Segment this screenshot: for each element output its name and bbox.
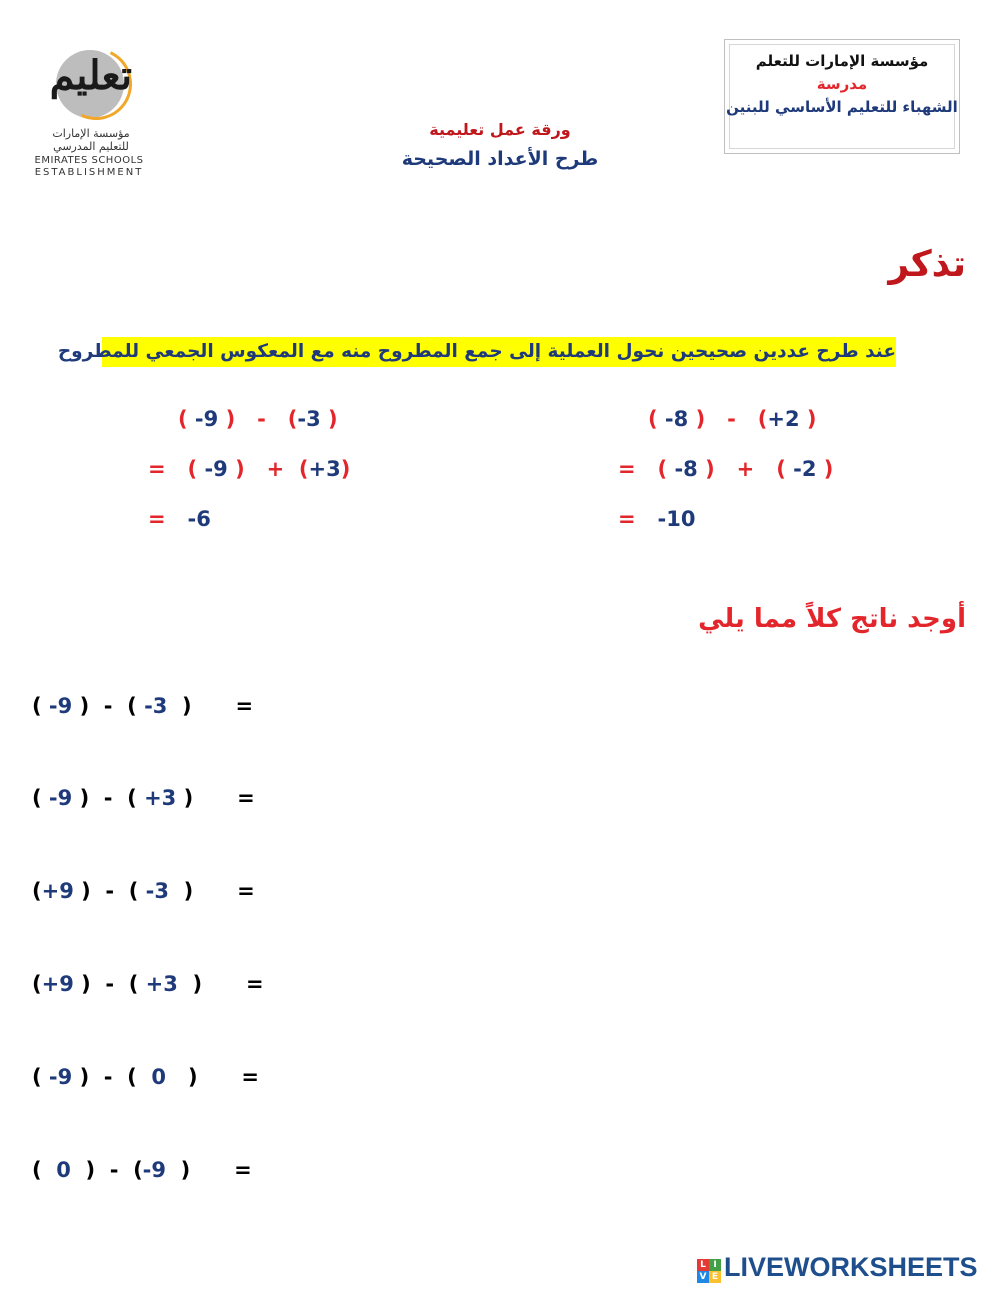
operator: - [105,879,115,903]
result: -10 [657,507,696,531]
equals: = [618,507,636,531]
exercise-row: ( 0 ) - (-9 ) = [32,1158,252,1182]
logo-english-line1: EMIRATES SCHOOLS [34,155,144,166]
exercise-row: ( -9 ) - ( -3 ) = [32,694,254,718]
value: 0 [151,1065,166,1089]
exercise-heading: أوجد ناتج كلاً مما يلي [698,604,966,634]
value: 0 [56,1158,71,1182]
liveworksheets-brand[interactable]: LIVEWORKSHEETS [724,1252,978,1282]
equals: = [148,457,166,481]
logo-word: تعليم [49,52,132,99]
equals: = [234,1158,252,1182]
badge-letter: I [709,1259,721,1271]
exercise-row: (+9 ) - ( -3 ) = [32,879,255,903]
result: -6 [187,507,211,531]
value: -9 [48,786,73,810]
equals: = [618,457,636,481]
remember-heading: تذكر [888,244,966,285]
operator: - [257,407,266,431]
equals: = [148,507,166,531]
badge-letter: E [709,1271,721,1283]
value: -3 [144,694,168,718]
value: -9 [204,457,228,481]
value: -8 [664,407,689,431]
school-info-box [724,39,960,154]
school-line2: مدرسة [816,75,868,93]
value: -3 [297,407,321,431]
liveworksheets-badge-icon [697,1259,721,1283]
value: -9 [48,694,73,718]
worksheet-title: ورقة عمل تعليمية [429,120,571,139]
badge-letter: L [697,1259,709,1271]
value: -9 [48,1065,73,1089]
logo-english-line2: ESTABLISHMENT [34,167,144,178]
operator: - [103,694,113,718]
right-example-line2: = ( -8 ) + ( -2 ) [618,457,834,481]
value: +9 [41,879,74,903]
value: +3 [308,457,341,481]
left-example-line3 [148,507,211,531]
school-line3: الشهباء للتعليم الأساسي للبنين [726,98,958,116]
operator: - [105,972,115,996]
left-example-line1: ( -9 ) - (-3 ) [178,407,338,431]
value: +9 [41,972,74,996]
operator: + [736,457,755,481]
operator: + [266,457,285,481]
equals: = [245,972,264,996]
value: -9 [194,407,219,431]
value: -9 [142,1158,166,1182]
value: -8 [674,457,698,481]
equals: = [241,1065,260,1089]
left-example-line2: = ( -9 ) + (+3) [148,457,351,481]
right-example-line1: ( -8 ) - (+2 ) [648,407,817,431]
value: -2 [793,457,817,481]
operator: - [103,1065,113,1089]
rule-highlight: عند طرح عددين صحيحين نحول العملية إلى جمع المطروح منه مع المعكوس الجمعي للمطروح [102,337,896,367]
exercise-row: ( -9 ) - ( +3 ) = [32,786,255,810]
school-line1: مؤسسة الإمارات للتعلم [755,52,929,70]
right-example-line3 [618,507,696,531]
value: -3 [145,879,169,903]
equals: = [237,786,255,810]
value: +3 [144,786,177,810]
logo-arabic-line2: للتعليم المدرسي [53,140,129,153]
value: +3 [145,972,178,996]
exercise-row: ( -9 ) - ( 0 ) = [32,1065,260,1089]
operator: - [727,407,736,431]
value: +2 [767,407,800,431]
operator: - [103,786,113,810]
logo-arabic-line1: مؤسسة الإمارات [52,127,130,140]
operator: - [109,1158,119,1182]
equals: = [237,879,255,903]
worksheet-subtitle: طرح الأعداد الصحيحة [401,148,599,170]
equals: = [235,694,254,718]
badge-letter: V [697,1271,709,1283]
exercise-row: (+9 ) - ( +3 ) = [32,972,264,996]
